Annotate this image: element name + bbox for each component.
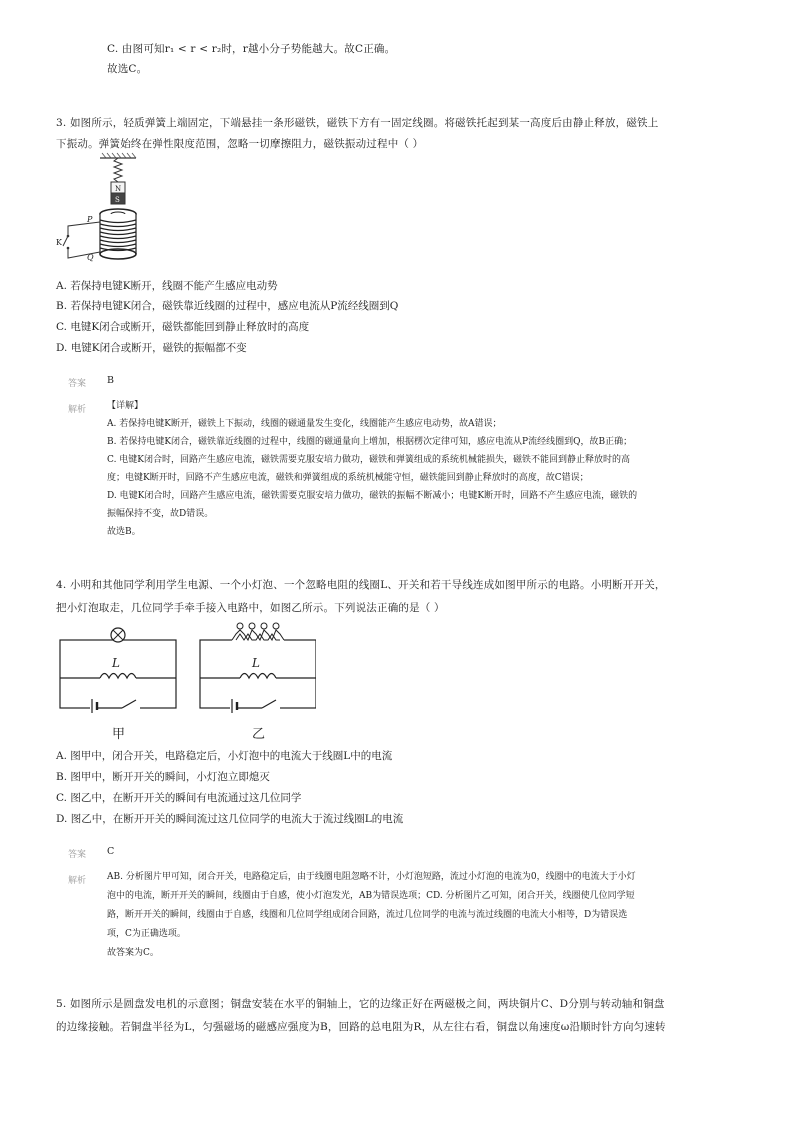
q3-option-a: A. 若保持电键K断开，线圈不能产生感应电动势	[56, 280, 278, 292]
prev-option-c: C. 由图可知r₁ < r < r₂时，r越小分子势能越大。故C正确。	[107, 43, 396, 55]
point-q-label: Q	[87, 253, 94, 262]
q3-stem-line2: 下振动。弹簧始终在弹性限度范围，忽略一切摩擦阻力，磁铁振动过程中（ ）	[56, 138, 424, 150]
q4-stem-line2: 把小灯泡取走，几位同学手牵手接入电路中，如图乙所示。下列说法正确的是（ ）	[56, 602, 445, 614]
q3-explain-line: 振幅保持不变，故D错误。	[107, 509, 214, 519]
q3-explain-line: 故选B。	[107, 527, 141, 537]
q3-option-b: B. 若保持电键K闭合，磁铁靠近线圈的过程中，感应电流从P流经线圈到Q	[56, 300, 399, 312]
q5-stem-line2: 的边缘接触。若铜盘半径为L，匀强磁场的磁感应强度为B，回路的总电阻为R，从左往右看，铜盘以角速度ω沿顺时针方向匀速转	[56, 1021, 666, 1033]
switch-k-label: K	[56, 238, 62, 247]
q3-explain-line: 【详解】	[107, 401, 144, 411]
magnet-n-label: N	[115, 185, 122, 193]
q4-explain-label: 解析	[68, 876, 87, 886]
coil-l-label-jia: L	[112, 656, 120, 670]
q4-explanation	[107, 868, 636, 963]
figure-yi-caption: 乙	[252, 727, 266, 742]
coil-l-label-yi: L	[252, 656, 260, 670]
magnet-s-label: S	[115, 196, 120, 204]
q4-explain-line: AB. 分析图片甲可知，闭合开关，电路稳定后，由于线圈电阻忽略不计，小灯泡短路，流过小灯泡的电流为0，线圈中的电流大于小灯	[107, 872, 636, 882]
q4-option-c: C. 图乙中，在断开开关的瞬间有电流通过这几位同学	[56, 792, 302, 804]
q4-option-b: B. 图甲中，断开开关的瞬间，小灯泡立即熄灭	[56, 771, 270, 783]
point-p-label: P	[87, 215, 93, 224]
q4-stem-line1: 4. 小明和其他同学利用学生电源、一个小灯泡、一个忽略电阻的线圈L、开关和若干导线连成如图甲所示的电路。小明断开开关，	[56, 579, 666, 591]
q5-stem-line1: 5. 如图所示是圆盘发电机的示意图；铜盘安装在水平的铜轴上，它的边缘正好在两磁极之间，两块铜片C、D分别与转动轴和铜盘	[56, 998, 665, 1010]
q3-explain-line: A. 若保持电键K断开，磁铁上下振动，线圈的磁通量发生变化，线圈能产生感应电动势，故A错误；	[107, 419, 502, 429]
q4-option-a: A. 图甲中，闭合开关，电路稳定后，小灯泡中的电流大于线圈L中的电流	[56, 750, 393, 762]
q3-answer-value: B	[107, 375, 114, 386]
q3-option-c: C. 电键K闭合或断开，磁铁都能回到静止释放时的高度	[56, 321, 310, 333]
figure-jia-caption: 甲	[112, 727, 126, 742]
q3-explain-line: D. 电键K闭合时，回路产生感应电流，磁铁需要克服安培力做功，磁铁的振幅不断减小；电键K断开时，回路不产生感应电流，磁铁的	[107, 491, 638, 501]
q3-explain-label: 解析	[68, 405, 87, 415]
q3-explain-line: C. 电键K闭合时，回路产生感应电流，磁铁需要克服安培力做功，磁铁和弹簧组成的系统机械能损失，磁铁不能回到静止释放时的高	[107, 455, 631, 465]
q3-explain-line: 度；电键K断开时，回路不产生感应电流，磁铁和弹簧组成的系统机械能守恒，磁铁能回到静止释放时的高度，故C错误；	[107, 473, 589, 483]
q4-circuit-figure	[56, 620, 316, 742]
q3-answer-label: 答案	[68, 379, 87, 389]
q4-explain-line: 路，断开开关的瞬间，线圈由于自感，线圈和几位同学组成闭合回路，流过几位同学的电流与流过线圈的电流大小相等，D为错误选	[107, 910, 628, 920]
q4-explain-line: 泡中的电流，断开开关的瞬间，线圈由于自感，使小灯泡发光，AB为错误选项；CD. 分析图片乙可知，闭合开关，线圈使几位同学短	[107, 891, 635, 901]
q3-stem-line1: 3. 如图所示，轻质弹簧上端固定，下端悬挂一条形磁铁，磁铁下方有一固定线圈。将磁铁托起到某一高度后由静止释放，磁铁上	[56, 117, 659, 129]
q3-option-d: D. 电键K闭合或断开，磁铁的振幅都不变	[56, 342, 247, 354]
q4-explain-line: 故答案为C。	[107, 948, 159, 958]
prev-conclusion: 故选C。	[107, 63, 148, 75]
q3-magnet-coil-figure	[56, 152, 156, 270]
q3-explanation	[107, 397, 637, 541]
q3-explain-line: B. 若保持电键K闭合，磁铁靠近线圈的过程中，线圈的磁通量向上增加，根据楞次定律可知，感应电流从P流经线圈到Q，故B正确；	[107, 437, 633, 447]
q4-answer-label: 答案	[68, 850, 87, 860]
q4-explain-line: 项，C为正确选项。	[107, 929, 186, 939]
q4-answer-value: C	[107, 846, 115, 857]
q4-option-d: D. 图乙中，在断开开关的瞬间流过这几位同学的电流大于流过线圈L的电流	[56, 813, 404, 825]
